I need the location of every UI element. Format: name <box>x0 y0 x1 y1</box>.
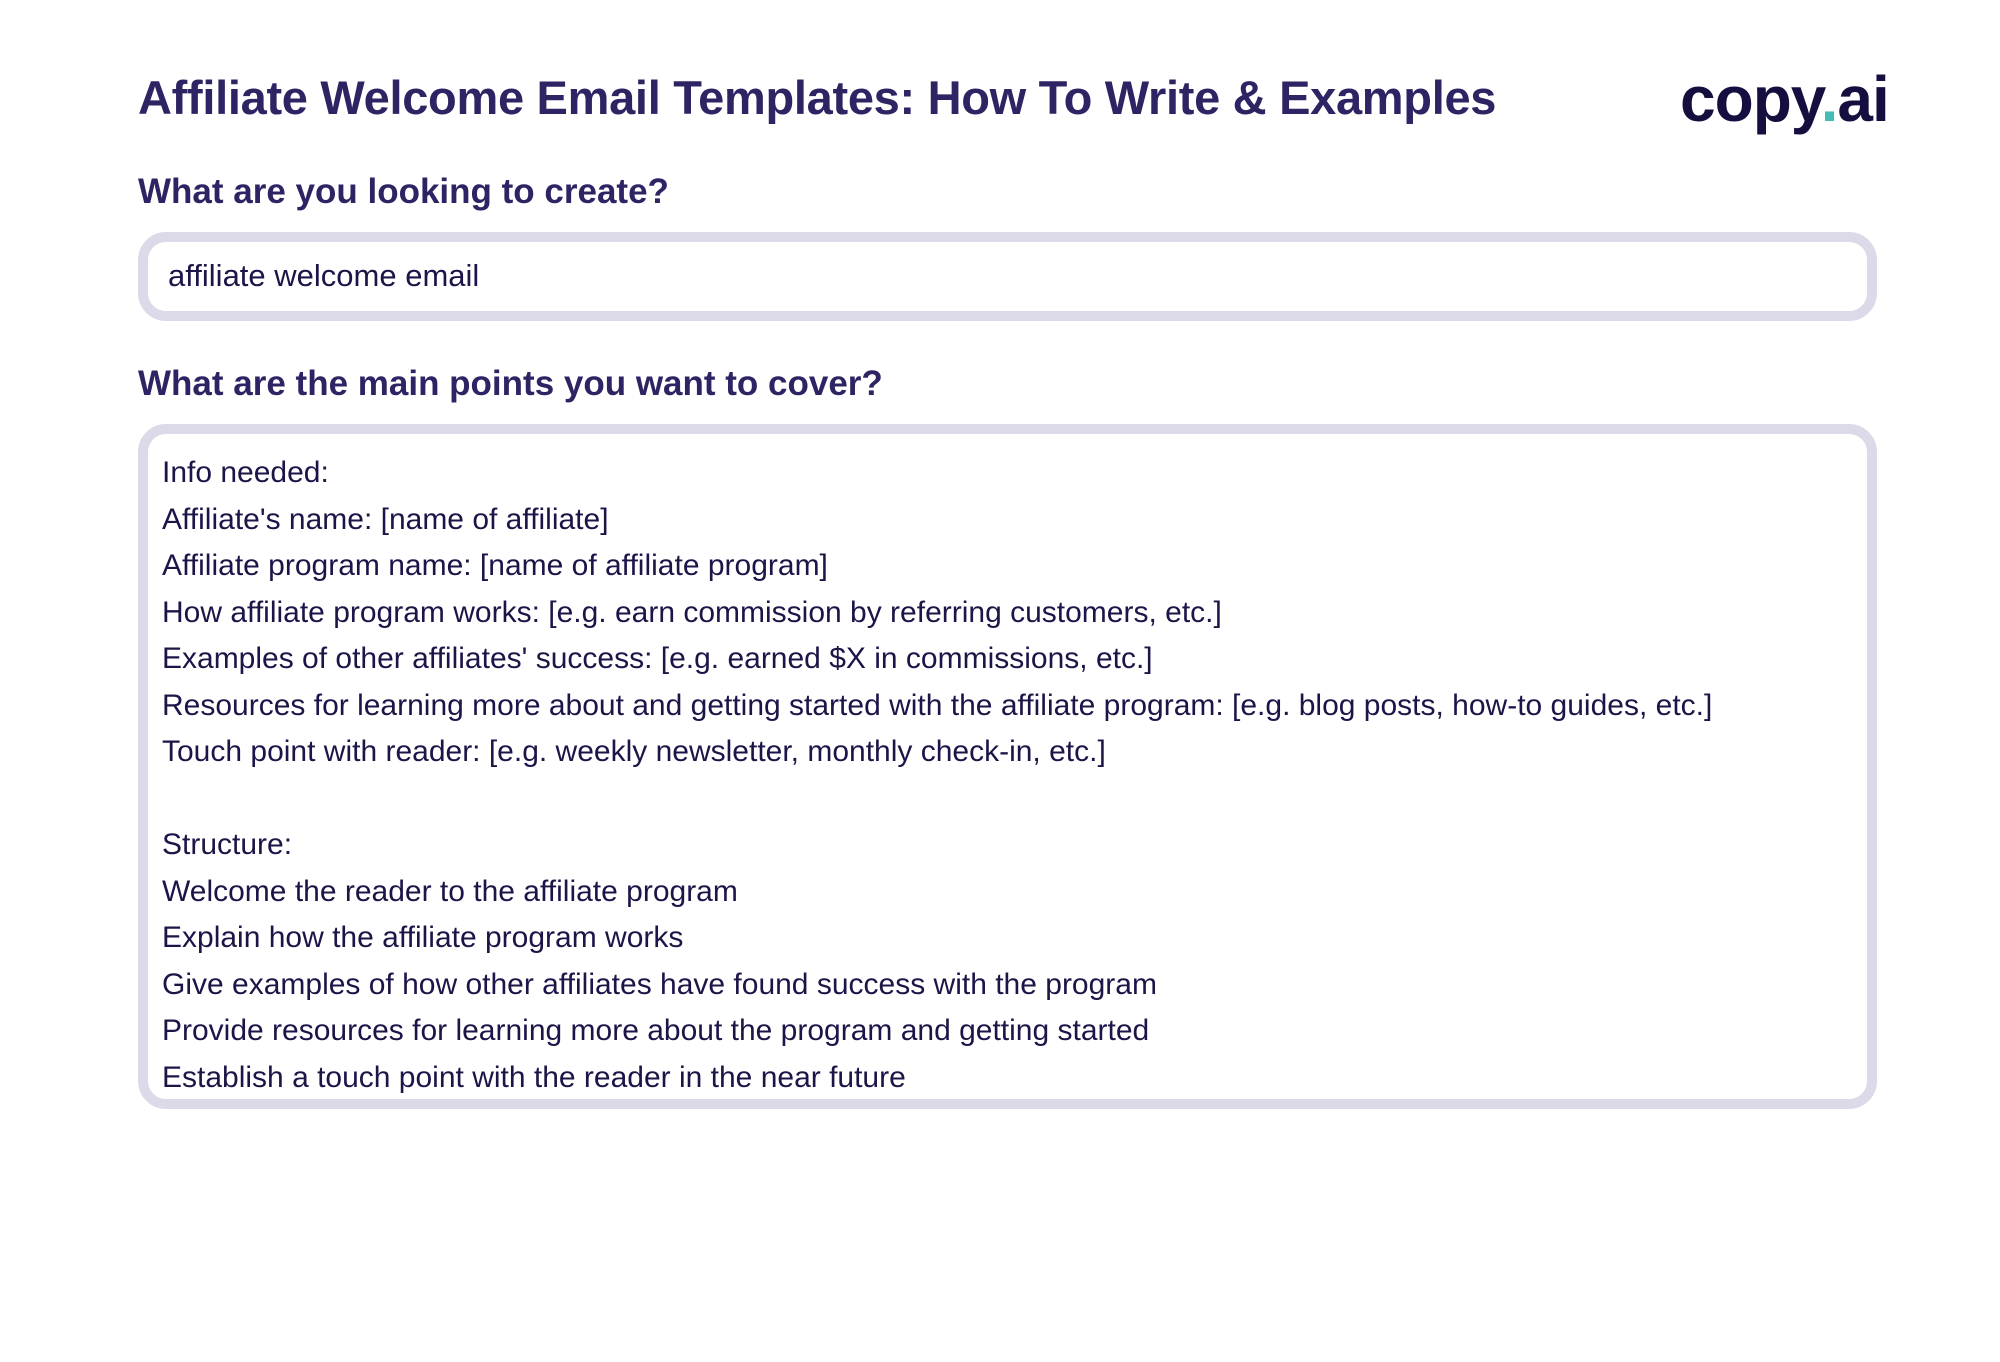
logo-text-ai: ai <box>1837 63 1889 135</box>
points-textarea[interactable] <box>138 424 1877 1109</box>
points-line: Affiliate's name: [name of affiliate] <box>162 502 609 536</box>
points-line: Info needed: <box>162 456 329 489</box>
points-line <box>162 776 1712 823</box>
create-label: What are you looking to create? <box>138 172 669 211</box>
points-line: Affiliate program name: [name of affiliate program] <box>162 549 828 582</box>
points-line: Welcome the reader to the affiliate program <box>162 874 738 908</box>
page-title: Affiliate Welcome Email Templates: How To Write & Examples <box>138 71 1497 124</box>
logo-text: copy <box>1680 63 1821 135</box>
points-text <box>162 450 1712 1101</box>
points-line: Structure: <box>162 828 293 861</box>
points-line: Resources for learning more about and getting started with the affiliate program: [e.g. blog posts, how-to guides, etc.] <box>162 688 1713 722</box>
copy-ai-logo <box>1680 62 1889 136</box>
create-input[interactable] <box>138 232 1877 321</box>
points-line: Explain how the affiliate program works <box>162 921 684 954</box>
points-line: How affiliate program works: [e.g. earn commission by referring customers, etc.] <box>162 595 1222 629</box>
points-line: Establish a touch point with the reader in the near future <box>162 1060 906 1094</box>
points-line: Touch point with reader: [e.g. weekly newsletter, monthly check-in, etc.] <box>162 735 1106 768</box>
create-input-value: affiliate welcome email <box>168 258 480 293</box>
points-line: Give examples of how other affiliates have found success with the program <box>162 967 1157 1001</box>
points-line: Examples of other affiliates' success: [e.g. earned $X in commissions, etc.] <box>162 642 1153 675</box>
points-label: What are the main points you want to cover? <box>138 364 883 403</box>
logo-dot: . <box>1820 63 1838 135</box>
points-line: Provide resources for learning more about the program and getting started <box>162 1014 1150 1047</box>
